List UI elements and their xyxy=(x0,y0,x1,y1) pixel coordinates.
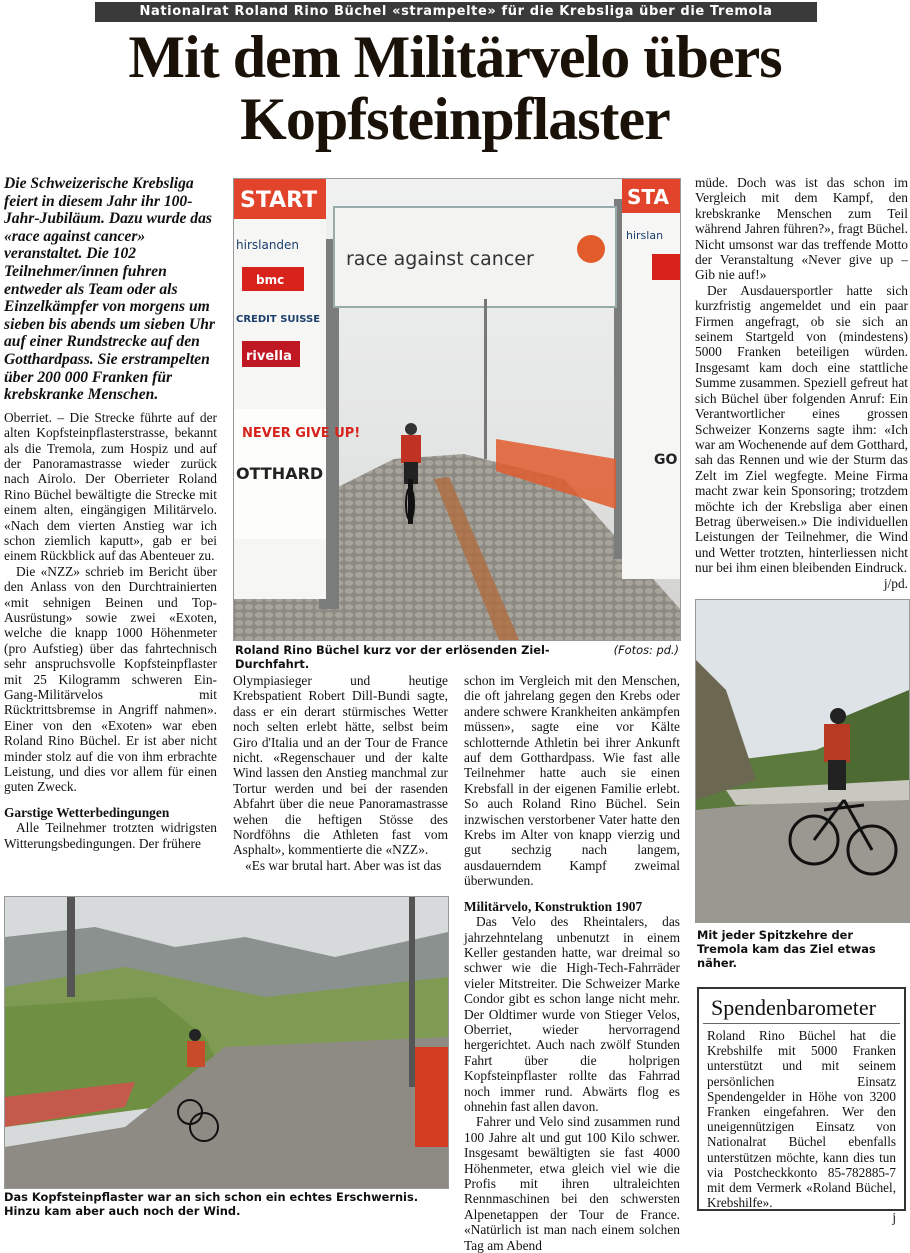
donation-box-text xyxy=(699,1024,904,1230)
headline-line-2: Kopfsteinpflaster xyxy=(240,86,670,152)
col4-paragraph-2: Der Ausdauersportler hatte sich kurzfristig angemeldet und ein paar Firmen angefragt, ob sie sich an seinem Startgeld von (mindestens) 5000 Franken beteiligen würden. Insgesamt kam doch eine stattliche Summe zusammen. Speziell gefreut hat sich Büchel über folgenden Anruf: Ein Verantwortlicher eines grossen Schweizer Konzerns sagte ihm: «Ich war am Wochenende auf dem Gotthard, sah das Rennen und wie der Sturm das Zelt im Ziel wegfegte. Meine Firma macht zwar kein Sponsoring; trotzdem möchte ich der Krebsliga aber einen Betrag überweisen.» Die individuellen Leistungen der Teilnehmer, die Wind und Wetter trotzten, hinterliessen nicht nur bei ihm einen bleibenden Eindruck. xyxy=(695,282,908,576)
sponsor-hirslanden-right: hirslan xyxy=(626,229,664,242)
column-3 xyxy=(464,673,680,1253)
sponsor-rivella: rivella xyxy=(246,349,292,364)
start-left-text: START xyxy=(240,188,318,213)
main-photo-caption xyxy=(235,643,679,671)
gotthard-text: OTTHARD xyxy=(236,464,324,483)
main-photo xyxy=(233,178,681,641)
headline xyxy=(0,26,910,150)
never-give-up-sign: NEVER GIVE UP! xyxy=(242,426,361,441)
kicker: Nationalrat Roland Rino Büchel «strampelte» für die Krebsliga über die Tremola xyxy=(95,2,817,22)
intro-text: Die Schweizerische Krebsliga feiert in diesem Jahr ihr 100-Jahr-Jubiläum. Dazu wurde das «race against cancer» veranstaltet. Die 102 Teilnehmer/innen fuhren entweder als Team oder als Einzelkämpfer von morgens um sieben bis abends um sieben Uhr auf einer Rundstrecke auf den Gotthardpass. Sie erstrampelten über 200 000 Franken für krebskranke Menschen. xyxy=(4,175,215,404)
donation-box-title: Spendenbarometer xyxy=(703,989,900,1024)
sponsor-credit-suisse: CREDIT SUISSE xyxy=(236,314,321,325)
right-photo-caption: Mit jeder Spitzkehre der Tremola kam das Ziel etwas näher. xyxy=(697,928,876,970)
donation-box-body: Roland Rino Büchel hat die Krebshilfe mit 5000 Franken unterstützt und mit seinem persönlichen Einsatz Spendengelder in Höhe von 3200 Franken eingefahren. Wer den uneigennützigen Einsatz von Nationalrat Büchel ebenfalls unterstützen möchte, kann dies tun via Postcheckkonto 85-782885-7 mit dem Vermerk «Roland Büchel, Krebshilfe». xyxy=(707,1028,896,1211)
col2-paragraph-2: «Es war brutal hart. Aber was ist das xyxy=(245,857,442,873)
col1-paragraph-1: Oberriet. – Die Strecke führte auf der alten Kopfsteinpflasterstrasse, bekannt als die Tremola, zum Hospiz und auf der Panoramastrasse wieder zurück nach Airolo. Der Oberrieter Roland Rino Büchel bewältigte die Strecke mit einem alten, eingängigen Militärvelo. «Nach dem vierten Anstieg war ich schon ziemlich kaputt», gab er bei einem Rückblick auf das Abenteuer zu. xyxy=(4,409,217,564)
col3-paragraph-2: Das Velo des Rheintalers, das jahrzehntelang unbenutzt in einem Keller gestanden hatte, war dreimal so schwer wie die High-Tech-Fahrräder vieler Mitstreiter. Die Schweizer Marke Condor gibt es schon lange nicht mehr. Der Oldtimer wurde von Stieger Velos, Oberriet, wieder hervorragend hergerichtet. Auch nach zwölf Stunden Fahrt über die holprigen Kopfsteinpflaster rollte das Fahrrad noch immer rund. Abwärts flog es ohnehin fast allen davon. xyxy=(464,914,680,1114)
donation-box-signoff: j xyxy=(892,1210,896,1226)
col2-paragraph-1: Olympiasieger und heutige Krebspatient Robert Dill-Bundi sagte, dass er ein derart stürmisches Wetter noch selten erlebt hätte, selbst beim Giro d'Italia und an der Tour de France nicht. «Regenschauer und der kalte Wind lassen den Anstieg manchmal zur Tortur werden und bei der rasenden Abfahrt über die neue Panoramastrasse wehen die heftigen Stösse des Nordföhns die Athleten fast vom Asphalt», kommentierte die «NZZ». xyxy=(233,673,448,858)
col3-subhead: Militärvelo, Konstruktion 1907 xyxy=(464,898,643,914)
start-right-text: STA xyxy=(627,185,669,209)
col4-signoff: j/pd. xyxy=(883,575,908,591)
col3-paragraph-3: Fahrer und Velo sind zusammen rund 100 Jahre alt und gut 100 Kilo schwer. Insgesamt bewältigten sie fast 4000 Höhenmeter, etwa gleich viel wie die Profis mit ihren ultraleichten Rennmaschinen bei den schwersten Alpenetappen der Tour de France. «Natürlich ist man nach einem solchen Tag am Abend xyxy=(464,1114,680,1253)
headline-line-1: Mit dem Militärvelo übers xyxy=(128,24,782,90)
gotthard-right-text: GO xyxy=(654,452,678,468)
banner-text: race against cancer xyxy=(346,248,534,270)
right-photo xyxy=(695,599,910,923)
bottom-photo-caption: Das Kopfsteinpflaster war an sich schon ein echtes Erschwernis. Hinzu kam aber auch noch der Wind. xyxy=(4,1190,419,1218)
sponsor-hirslanden: hirslanden xyxy=(236,238,300,252)
donation-box xyxy=(697,987,906,1226)
column-2 xyxy=(233,673,448,873)
column-1 xyxy=(4,175,217,851)
col1-paragraph-2: Die «NZZ» schrieb im Bericht über den Anlass von den Durchtrainierten «mit sehnigen Beinen und Top-Ausrüstung» sowie zwei «Exoten, welche die knapp 1000 Höhenmeter (pro Aufstieg) über das fahrtechnisch sehr anspruchsvolle Kopfsteinpflaster mit 25 Kilogramm schweren Ein-Gang-Militärvelos mit Rücktrittsbremse in Angriff nahmen». Einer von den «Exoten» war eben Roland Rino Büchel. Er ist aber nicht minder stolz auf die von ihm erbrachte Leistung, und dies vor allem für einen guten Zweck. xyxy=(4,563,217,795)
col1-subhead: Garstige Wetterbedingungen xyxy=(4,804,170,820)
col1-paragraph-3: Alle Teilnehmer trotzten widrigsten Witterungsbedingungen. Der frühere xyxy=(4,820,217,851)
main-photo-caption-text: Roland Rino Büchel kurz vor der erlösenden Ziel-Durchfahrt. xyxy=(235,643,550,671)
main-photo-credit: (Fotos: pd.) xyxy=(613,643,679,657)
sponsor-bmc: bmc xyxy=(256,273,285,287)
column-4 xyxy=(695,175,908,591)
col3-paragraph-1: schon im Vergleich mit den Menschen, die oft jahrelang gegen den Krebs oder andere schwere Krankheiten ankämpfen müssen», sagte eine vor Kälte schlotternde Athletin bei ihrer Ankunft auf dem Gotthardpass. Wie fast alle Teilnehmer hatte auch sie einen Krebsfall in der eigenen Familie erlebt. So auch Roland Rino Büchel. Sein inzwischen verstorbener Vater hatte den Krebs im Alter von knapp vierzig und gut sechzig nach langem, ausdauerndem Kampf zweimal überwunden. xyxy=(464,673,680,889)
col4-paragraph-1: müde. Doch was ist das schon im Vergleich mit dem Kampf, den krebskranke Menschen zum Teil während Jahren führen?», fragt Büchel. Nicht umsonst war das treffende Motto der Veranstaltung «Never give up – Gib nie auf!» xyxy=(695,175,908,283)
bottom-photo xyxy=(4,896,449,1189)
